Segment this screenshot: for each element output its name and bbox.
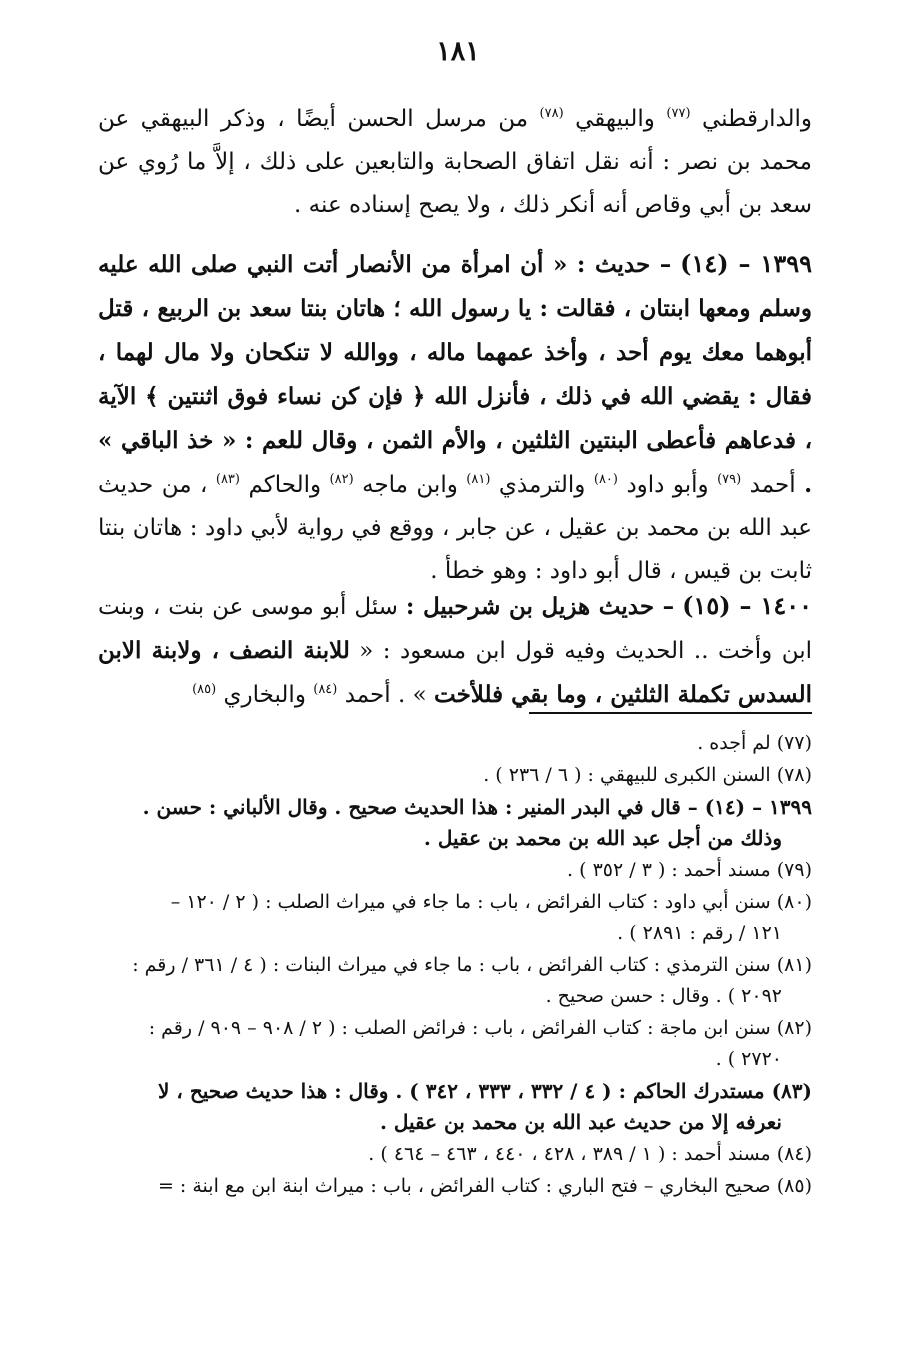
- footnote-text: (٧٩) مسند أحمد : ( ٣ / ٣٥٢ ) .: [567, 859, 812, 881]
- page-number: ١٨١: [436, 36, 480, 67]
- footnote-text: (٧٧) لم أجده .: [697, 732, 812, 754]
- hadith-1399-source-6: ، من حديث عبد الله بن محمد بن عقيل ، عن جابر ، ووقع في رواية لأبي داود : هاتان بنتا ثابت بن قيس ، قال أبو داود : وهو خطأ .: [98, 472, 812, 584]
- footnote-81: [98, 950, 812, 1012]
- hadith-1399-source-5: والحاكم: [248, 472, 322, 498]
- footnote-ref-82: (٨٢): [329, 472, 354, 487]
- hadith-1399: [98, 242, 812, 593]
- hadith-number-1400: ١٤٠٠ – (١٥): [682, 591, 813, 620]
- paragraph-1: [98, 98, 812, 227]
- hadith-number-1399: ١٣٩٩ – (١٤): [680, 249, 812, 278]
- footnote-ref-77: (٧٧): [666, 106, 691, 121]
- footnote-ref-81: (٨١): [466, 472, 491, 487]
- footnote-continuation: ٢٠٩٢ ) . وقال : حسن صحيح .: [545, 985, 782, 1007]
- hadith-1400: [98, 584, 812, 717]
- footnote-ref-79: (٧٩): [717, 472, 742, 487]
- hadith-1400-text-2: » .: [397, 682, 427, 708]
- para1-text-3: من مرسل الحسن أيضًا ، وذكر البيهقي عن محمد بن نصر : أنه نقل اتفاق الصحابة والتابعين على ذلك ، إلاَّ ما رُوي عن سعد بن أبي وقاص أنه أنكر ذلك ، ولا يصح إسناده عنه .: [98, 106, 812, 218]
- hadith-1400-title: – حديث هزيل بن شرحبيل :: [405, 593, 675, 620]
- hadith-1399-source-2: وأبو داود: [626, 472, 709, 498]
- footnote-separator: [529, 712, 812, 714]
- footnote-text: (٨٢) سنن ابن ماجة : كتاب الفرائض ، باب : فرائض الصلب : ( ٢ / ٩٠٨ – ٩٠٩ / رقم :: [148, 1017, 812, 1039]
- footnote-text: (٧٨) السنن الكبرى للبيهقي : ( ٦ / ٢٣٦ ) .: [483, 764, 812, 786]
- footnote-78: [98, 760, 812, 791]
- footnote-80: [98, 887, 812, 949]
- footnote-79: [98, 855, 812, 886]
- footnote-85: [98, 1171, 812, 1202]
- footnote-84: [98, 1139, 812, 1170]
- hadith-1400-source-2: والبخاري: [223, 682, 306, 708]
- hadith-1399-source-3: والترمذي: [498, 472, 586, 498]
- footnote-continuation: وذلك من أجل عبد الله بن محمد بن عقيل .: [423, 826, 782, 850]
- footnote-77: [98, 728, 812, 759]
- footnote-continuation: نعرفه إلا من حديث عبد الله بن محمد بن عقيل .: [379, 1110, 782, 1134]
- footnote-text: (٨٣) مستدرك الحاكم : ( ٤ / ٣٣٢ ، ٣٣٣ ، ٣٤٢ ) . وقال : هذا حديث صحيح ، لا: [158, 1079, 812, 1103]
- footnote-ref-84: (٨٤): [313, 682, 338, 697]
- footnote-text: (٨٠) سنن أبي داود : كتاب الفرائض ، باب : ما جاء في ميراث الصلب : ( ٢ / ١٢٠ –: [170, 891, 812, 913]
- hadith-1400-source-1: أحمد: [344, 682, 391, 708]
- hadith-1399-source-4: وابن ماجه: [362, 472, 458, 498]
- hadith-1400-text-1: سئل أبو موسى عن بنت ، وبنت ابن وأخت .. الحديث وفيه قول ابن مسعود : «: [98, 594, 812, 664]
- footnote-text: (٨١) سنن الترمذي : كتاب الفرائض ، باب : ما جاء في ميراث البنات : ( ٤ / ٣٦١ / رقم :: [132, 954, 812, 976]
- footnote-hadith-1399: [98, 792, 812, 854]
- footnote-text: (٨٥) صحيح البخاري – فتح الباري : كتاب الفرائض ، باب : ميراث ابنة ابن مع ابنة : =: [157, 1175, 812, 1197]
- footnote-ref-78: (٧٨): [539, 106, 564, 121]
- footnote-ref-85: (٨٥): [192, 682, 217, 697]
- footnote-83: [98, 1076, 812, 1138]
- footnote-ref-83: (٨٣): [215, 472, 240, 487]
- para1-text-1: والدارقطني: [701, 106, 813, 132]
- hadith-1399-source-1: أحمد: [749, 472, 796, 498]
- footnote-text: (٨٤) مسند أحمد : ( ١ / ٣٨٩ ، ٤٢٨ ، ٤٤٠ ، ٤٦٣ – ٤٦٤ ) .: [368, 1143, 812, 1165]
- footnote-82: [98, 1013, 812, 1075]
- hadith-1399-text: – حديث : « أن امرأة من الأنصار أتت النبي صلى الله عليه وسلم ومعها ابنتان ، فقالت : يا رسول الله ؛ هاتان بنتا سعد بن الربيع ، قتل أبوهما معك يوم أحد ، وأخذ عمهما ماله ، ووالله لا تنكحان ولا مال لهما ، فقال : يقضي الله في ذلك ، فأنزل الله ﴿ فإن كن نساء فوق اثنتين ﴾ الآية ، فدعاهم فأعطى البنتين الثلثين ، والأم الثمن ، وقال للعم : « خذ الباقي » .: [98, 251, 813, 498]
- para1-text-2: والبيهقي: [575, 106, 655, 132]
- footnotes: [98, 728, 812, 1203]
- footnote-continuation: ١٢١ / رقم : ٢٨٩١ ) .: [617, 922, 782, 944]
- footnote-continuation: ٢٧٢٠ ) .: [715, 1048, 782, 1070]
- footnote-text: ١٣٩٩ – (١٤) – قال في البدر المنير : هذا الحديث صحيح . وقال الألباني : حسن .: [142, 795, 812, 819]
- hadith-1400-quote: للابنة النصف ، ولابنة الابن السدس تكملة الثلثين ، وما بقي فللأخت: [98, 637, 812, 708]
- footnote-ref-80: (٨٠): [593, 472, 618, 487]
